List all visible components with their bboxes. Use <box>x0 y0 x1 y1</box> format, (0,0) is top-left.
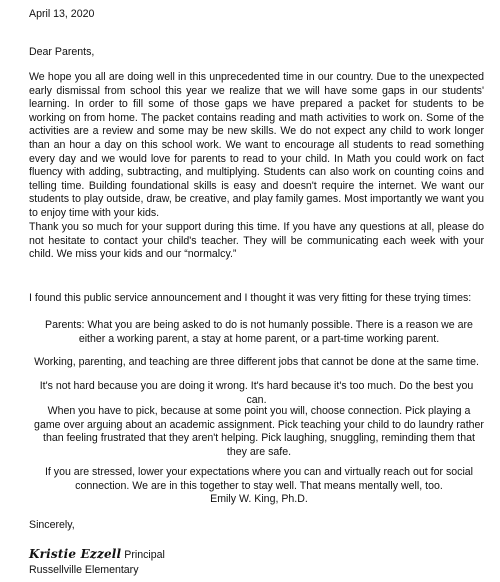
signature-line <box>29 548 484 563</box>
psa-paragraph-3: It's not hard because you are doing it wrong. It's hard because it's too much. Do the best you can. <box>39 380 474 406</box>
psa-paragraph-5: If you are stressed, lower your expectations where you can and virtually reach out for social connection. We are in this together to stay well. That means mentally well, too. <box>44 466 474 492</box>
psa-paragraph-1: Parents: What you are being asked to do is not humanly possible. There is a reason we are either a working parent, a stay at home parent, or a part-time working parent. <box>45 319 473 345</box>
letter-date: April 13, 2020 <box>29 8 95 20</box>
body-paragraph-2: Thank you so much for your support during this time. If you have any questions at all, please do not hesitate to contact your child's teacher. They will be communicating each week with your child. We miss your kids and our “normalcy.” <box>29 221 484 261</box>
psa-intro: I found this public service announcement and I thought it was very fitting for these trying times: <box>29 292 472 304</box>
psa-author: Emily W. King, Ph.D. <box>210 493 308 505</box>
salutation: Dear Parents, <box>29 46 95 58</box>
signature: Kristie Ezzell <box>29 547 122 561</box>
body-paragraph-1: We hope you all are doing well in this unprecedented time in our country. Due to the unexpected early dismissal from school this year we realize that we will have some gaps in our students' learning. In order to fill some of those gaps we have prepared a packet for students to be working on from home. The packet contains reading and math activities to work on. Some of the activities are a review and some may be new skills. We do not expect any child to work longer than an hour a day on this school work. We want to encourage all students to read something every day and we would love for parents to read to your child. In Math you could work on fact fluency with adding, subtracting, and multiplying. Students can also work on counting coins and telling time. Building foundational skills is easy and doesn't require the internet. We want our students to play outside, draw, be creative, and play family games. Most importantly we want you to enjoy time with your kids. <box>29 71 484 219</box>
psa-paragraph-4: When you have to pick, because at some point you will, choose connection. Pick playing a game over arguing about an academic assignment. Pick teaching your child to do laundry rather than feeling frustrated that they aren't helping. Pick laughing, snuggling, reminding them that they are safe. <box>34 405 484 458</box>
signer-title: Principal <box>124 549 165 561</box>
closing: Sincerely, <box>29 519 75 531</box>
psa-paragraph-2: Working, parenting, and teaching are three different jobs that cannot be done at the same time. <box>34 356 479 368</box>
school-name: Russellville Elementary <box>29 564 139 576</box>
